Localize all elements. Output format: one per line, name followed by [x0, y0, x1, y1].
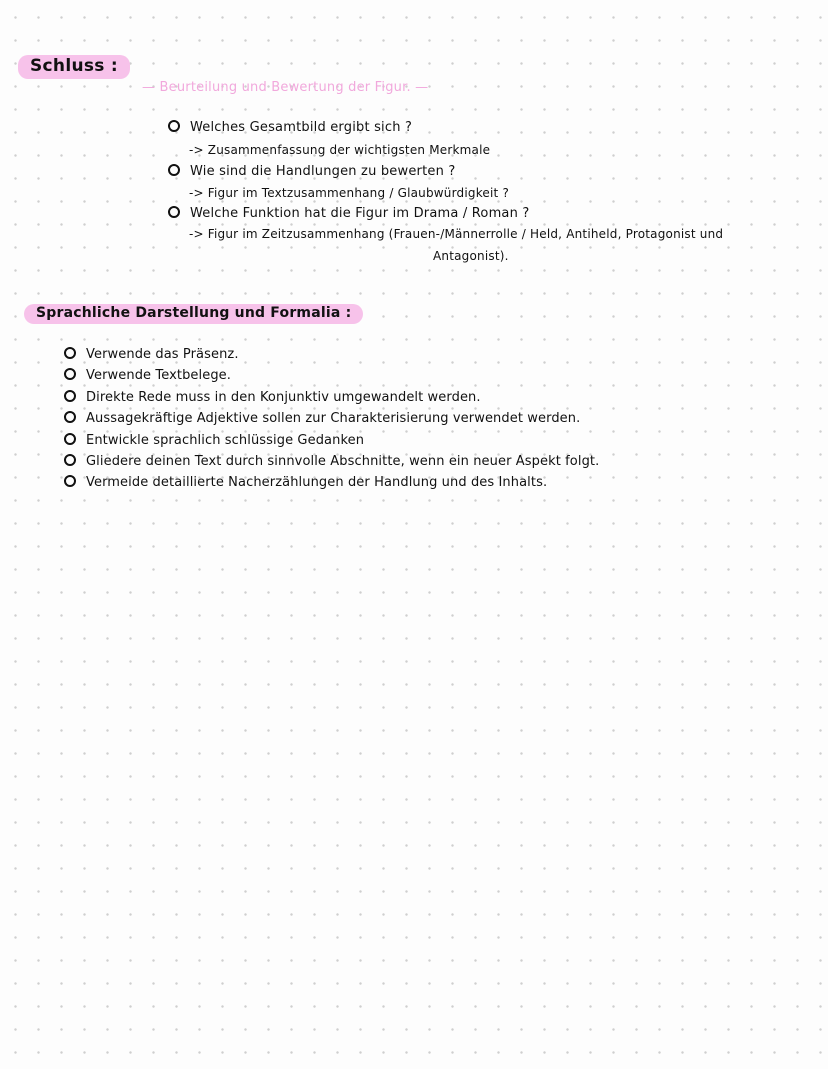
schluss-subtitle: — Beurteilung und Bewertung der Figur. — [142, 80, 429, 95]
question-item [168, 206, 529, 221]
list-item-text: Verwende das Präsenz. [86, 347, 239, 362]
schluss-heading [18, 56, 130, 76]
question-subpoint: -> Figur im Textzusammenhang / Glaubwürdigkeit ? [189, 186, 510, 200]
list-item [64, 475, 547, 490]
circle-bullet-icon [168, 120, 180, 132]
list-item-text: Vermeide detaillierte Nacherzählungen der Handlung und des Inhalts. [86, 475, 548, 490]
question-item [168, 164, 455, 179]
formalia-heading [24, 305, 363, 321]
list-item [64, 433, 364, 448]
list-item-text: Gliedere deinen Text durch sinnvolle Abschnitte, wenn ein neuer Aspekt folgt. [86, 454, 600, 469]
list-item [64, 411, 580, 426]
circle-bullet-icon [64, 368, 76, 380]
list-item [64, 347, 239, 362]
question-text: Welche Funktion hat die Figur im Drama / Roman ? [190, 206, 530, 221]
list-item [64, 368, 231, 383]
question-subpoint-continuation: Antagonist). [433, 249, 509, 263]
circle-bullet-icon [64, 411, 76, 423]
circle-bullet-icon [64, 475, 76, 487]
formalia-heading-text: Sprachliche Darstellung und Formalia : [24, 304, 363, 324]
circle-bullet-icon [64, 454, 76, 466]
schluss-heading-text: Schluss : [18, 55, 130, 79]
question-subpoint: -> Figur im Zeitzusammenhang (Frauen-/Männerrolle / Held, Antiheld, Protagonist und [189, 227, 724, 241]
list-item-text: Entwickle sprachlich schlüssige Gedanken [86, 433, 365, 448]
circle-bullet-icon [64, 347, 76, 359]
list-item [64, 454, 599, 469]
list-item-text: Verwende Textbelege. [86, 368, 232, 383]
circle-bullet-icon [168, 164, 180, 176]
list-item-text: Aussagekräftige Adjektive sollen zur Charakterisierung verwendet werden. [86, 411, 581, 426]
question-text: Welches Gesamtbild ergibt sich ? [190, 120, 413, 135]
list-item [64, 390, 481, 405]
circle-bullet-icon [168, 206, 180, 218]
question-item [168, 120, 412, 135]
question-subpoint: -> Zusammenfassung der wichtigsten Merkmale [189, 143, 491, 157]
circle-bullet-icon [64, 433, 76, 445]
list-item-text: Direkte Rede muss in den Konjunktiv umgewandelt werden. [86, 390, 481, 405]
question-text: Wie sind die Handlungen zu bewerten ? [190, 164, 456, 179]
circle-bullet-icon [64, 390, 76, 402]
